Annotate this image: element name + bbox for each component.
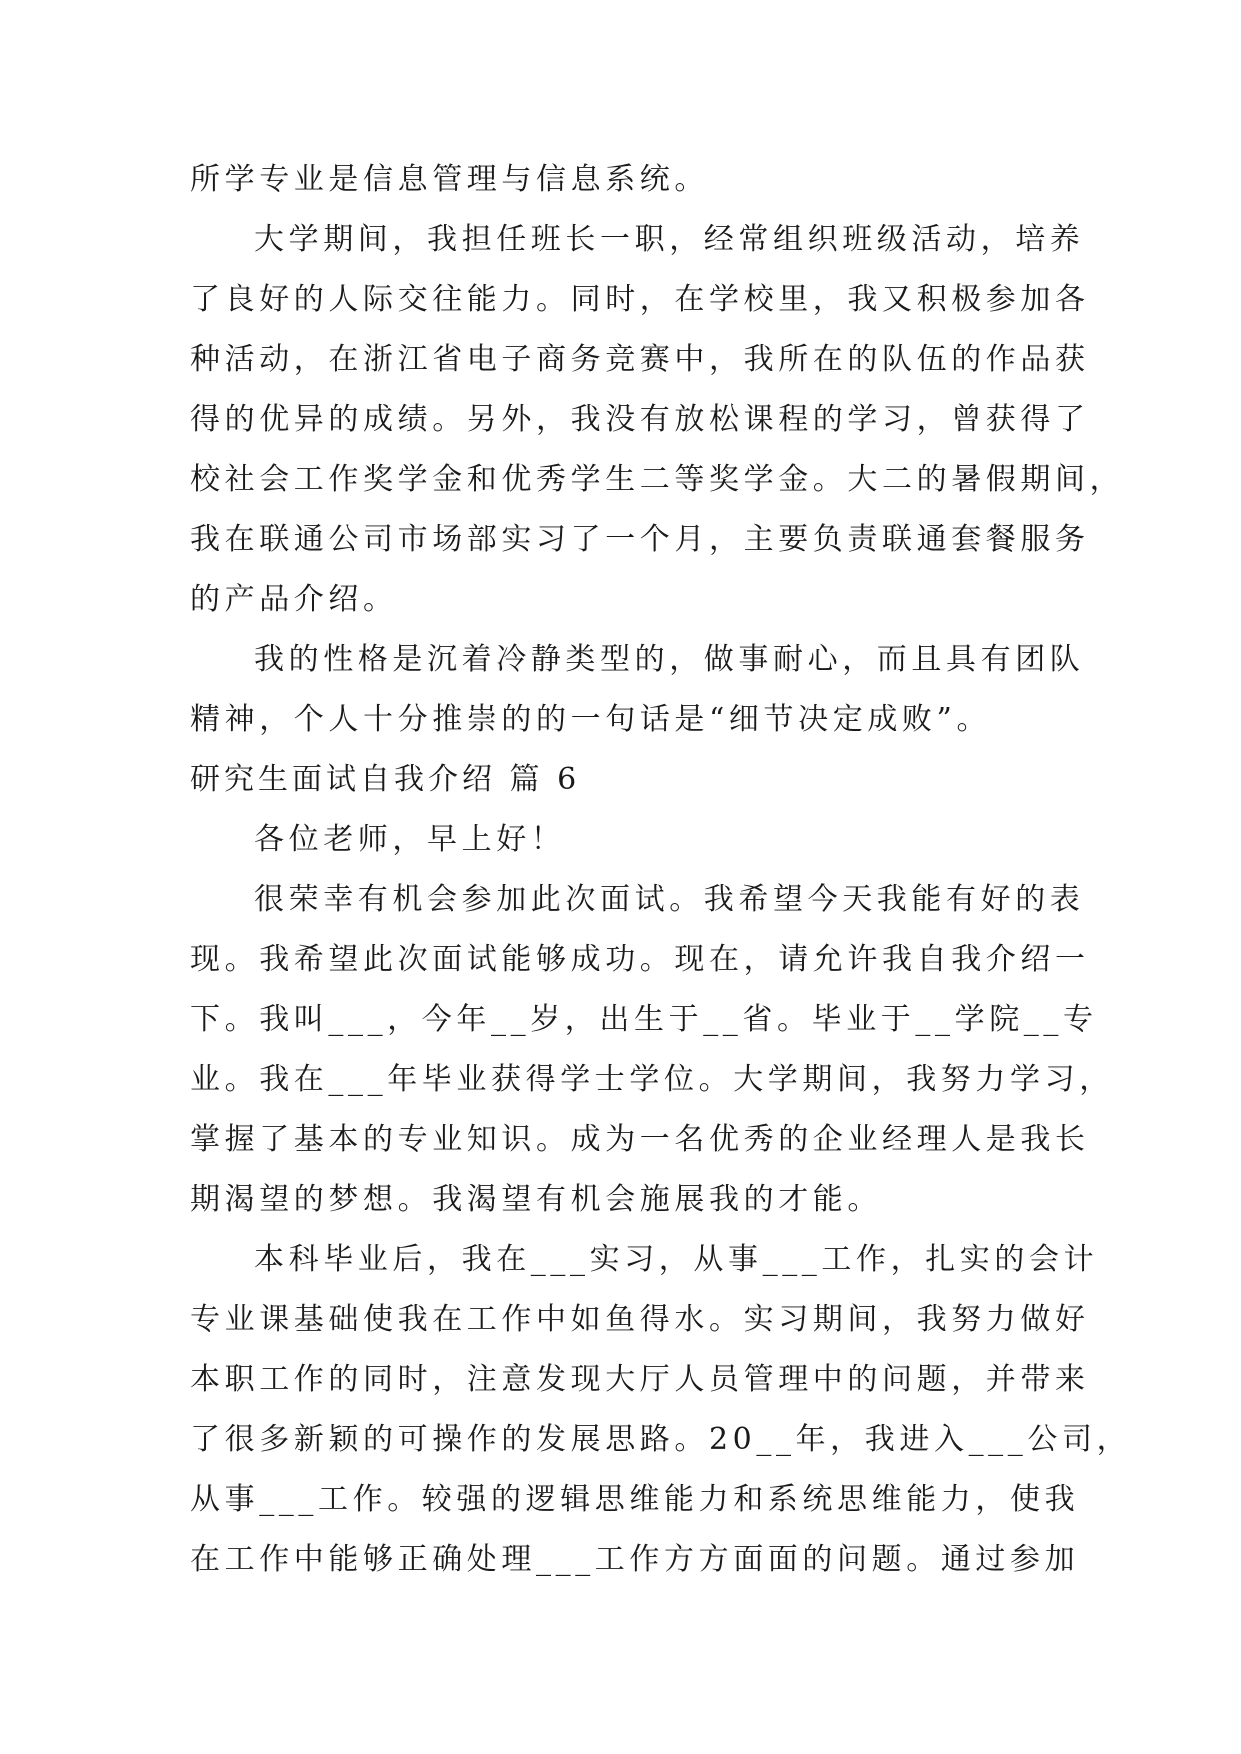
text-line: 种活动，在浙江省电子商务竞赛中，我所在的队伍的作品获 xyxy=(190,342,1090,377)
paragraph-start-line: 本科毕业后，我在___实习，从事___工作，扎实的会计 xyxy=(254,1242,1099,1277)
text-line: 期渴望的梦想。我渴望有机会施展我的才能。 xyxy=(190,1182,882,1217)
text-line: 现。我希望此次面试能够成功。现在，请允许我自我介绍一 xyxy=(190,942,1090,977)
text-line: 我在联通公司市场部实习了一个月，主要负责联通套餐服务 xyxy=(190,522,1090,557)
text-line: 专业课基础使我在工作中如鱼得水。实习期间，我努力做好 xyxy=(190,1302,1090,1337)
text-line: 本职工作的同时，注意发现大厅人员管理中的问题，并带来 xyxy=(190,1362,1090,1397)
text-line: 得的优异的成绩。另外，我没有放松课程的学习，曾获得了 xyxy=(190,402,1090,437)
text-line: 的产品介绍。 xyxy=(190,582,398,617)
greeting-line: 各位老师，早上好！ xyxy=(254,822,566,857)
text-line: 了良好的人际交往能力。同时，在学校里，我又积极参加各 xyxy=(190,282,1090,317)
text-line: 所学专业是信息管理与信息系统。 xyxy=(190,162,709,197)
section-heading: 研究生面试自我介绍 篇 6 xyxy=(190,762,581,797)
text-line: 精神，个人十分推崇的的一句话是“细节决定成败”。 xyxy=(190,702,992,737)
document-page xyxy=(190,150,1132,1590)
text-line: 校社会工作奖学金和优秀学生二等奖学金。大二的暑假期间， xyxy=(190,462,1125,497)
paragraph-start-line: 很荣幸有机会参加此次面试。我希望今天我能有好的表 xyxy=(254,882,1085,917)
text-line: 掌握了基本的专业知识。成为一名优秀的企业经理人是我长 xyxy=(190,1122,1090,1157)
text-line: 业。我在___年毕业获得学士学位。大学期间，我努力学习， xyxy=(190,1062,1114,1097)
text-line: 下。我叫___，今年__岁，出生于__省。毕业于__学院__专 xyxy=(190,1002,1098,1037)
text-line: 在工作中能够正确处理___工作方方面面的问题。通过参加 xyxy=(190,1542,1080,1577)
paragraph-start-line: 大学期间，我担任班长一职，经常组织班级活动，培养 xyxy=(254,222,1085,257)
text-line: 从事___工作。较强的逻辑思维能力和系统思维能力，使我 xyxy=(190,1482,1080,1517)
paragraph-start-line: 我的性格是沉着冷静类型的，做事耐心，而且具有团队 xyxy=(254,642,1085,677)
text-line: 了很多新颖的可操作的发展思路。20__年，我进入___公司， xyxy=(190,1422,1132,1457)
